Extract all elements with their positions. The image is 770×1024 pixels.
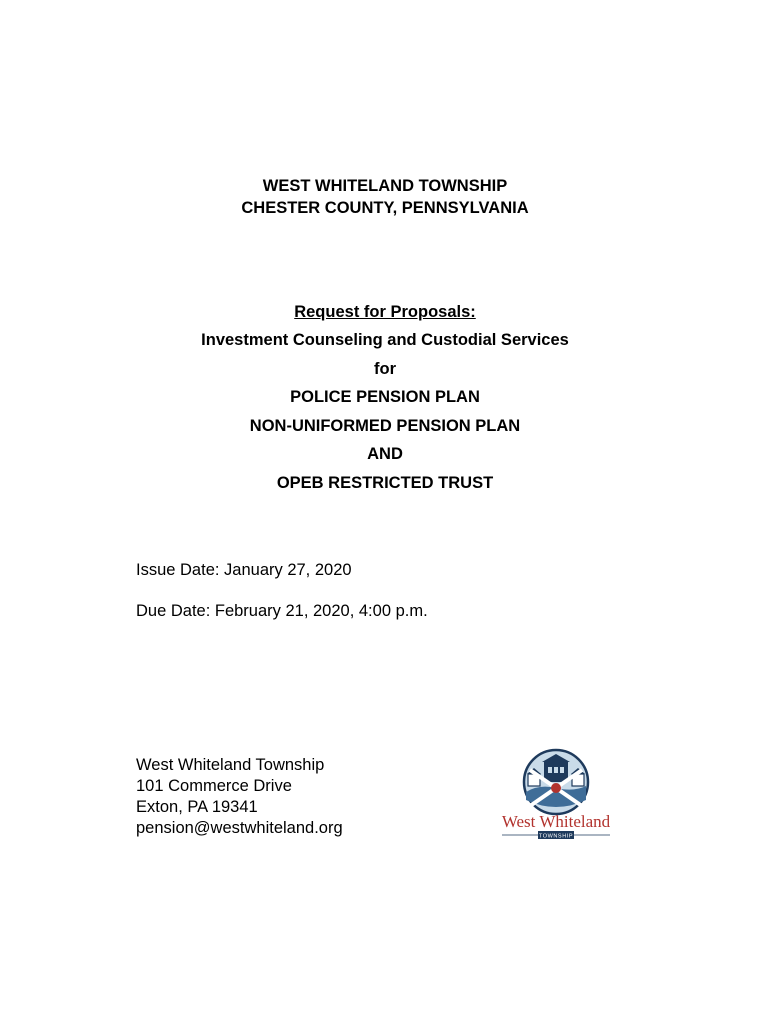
rfp-for: for [374, 360, 396, 378]
logo-subtitle: TOWNSHIP [538, 833, 574, 840]
rfp-plan-police: POLICE PENSION PLAN [290, 388, 480, 406]
rfp-heading: Request for Proposals: [294, 303, 476, 321]
west-whiteland-logo [494, 748, 618, 840]
logo-wordmark: West Whiteland [501, 812, 611, 831]
address-street: 101 Commerce Drive [136, 777, 292, 795]
rfp-service: Investment Counseling and Custodial Services [201, 331, 569, 349]
logo-center-seal [551, 783, 561, 793]
county-title: CHESTER COUNTY, PENNSYLVANIA [241, 199, 529, 217]
contact-email[interactable]: pension@westwhiteland.org [136, 819, 343, 837]
township-title: WEST WHITELAND TOWNSHIP [262, 177, 508, 195]
address-city: Exton, PA 19341 [136, 798, 258, 816]
rfp-plan-non-uniformed: NON-UNIFORMED PENSION PLAN [249, 417, 521, 435]
issue-date: Issue Date: January 27, 2020 [136, 561, 352, 579]
due-date: Due Date: February 21, 2020, 4:00 p.m. [136, 602, 428, 620]
rfp-plan-opeb: OPEB RESTRICTED TRUST [276, 474, 494, 492]
address-name: West Whiteland Township [136, 756, 325, 774]
rfp-and: AND [367, 445, 403, 463]
